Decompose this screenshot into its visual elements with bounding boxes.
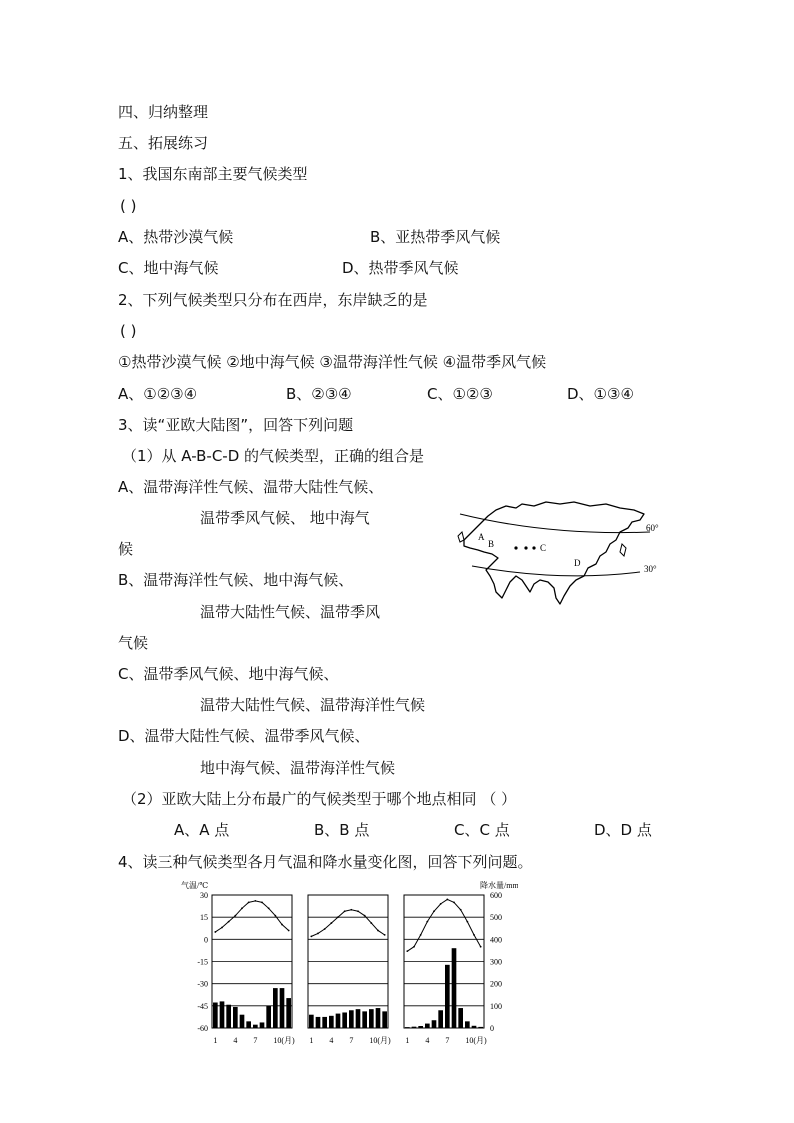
precip-bar [316, 1017, 321, 1028]
precip-bar [226, 1005, 231, 1028]
q3-sub1: （1）从 A-B-C-D 的气候类型，正确的组合是 [122, 447, 425, 465]
q1-option-b: B、亚热带季风气候 [370, 228, 501, 246]
precip-bar [260, 1022, 265, 1028]
q4-stem: 4、读三种气候类型各月气温和降水量变化图，回答下列问题。 [118, 853, 533, 871]
precip-bar [246, 1021, 251, 1028]
q2-list: ①热带沙漠气候 ②地中海气候 ③温带海洋性气候 ④温带季风气候 [118, 353, 547, 371]
right-axis-label: 降水量/mm [480, 881, 518, 890]
precip-bar [382, 1011, 387, 1028]
climate-chart-svg [178, 878, 518, 1050]
eurasia-map-svg [450, 496, 665, 614]
precip-bar [356, 1009, 361, 1028]
left-tick-label: -30 [197, 979, 208, 989]
month-tick-label: 7 [445, 1036, 450, 1045]
temperature-point [317, 933, 319, 935]
precip-bar [253, 1025, 258, 1028]
temperature-point [473, 934, 475, 936]
precip-bar [362, 1011, 367, 1028]
temperature-point [460, 909, 462, 911]
right-tick-label: 0 [490, 1024, 494, 1033]
eurasia-map [450, 496, 665, 614]
q2-option-a: A、①②③④ [118, 385, 198, 403]
precip-bar [286, 998, 291, 1028]
q2-option-c: C、①②③ [427, 385, 493, 403]
map-dot-c [532, 546, 535, 549]
temperature-point [310, 935, 312, 937]
japan-island [620, 544, 626, 556]
month-tick-label: 10(月) [273, 1036, 295, 1045]
precip-bar [478, 1027, 483, 1028]
temperature-point [480, 946, 482, 948]
precip-bar [273, 988, 278, 1028]
month-tick-label: 10(月) [465, 1036, 487, 1045]
temperature-point [440, 903, 442, 905]
q1-option-c: C、地中海气候 [118, 259, 219, 277]
lat-30-label: 30° [644, 564, 657, 574]
temperature-point [234, 915, 236, 917]
month-tick-label: 4 [329, 1036, 334, 1045]
month-tick-label: 10(月) [369, 1036, 391, 1045]
month-tick-label: 7 [253, 1036, 258, 1045]
precip-bar [369, 1009, 374, 1028]
precip-bar [233, 1007, 238, 1028]
eurasia-outline [464, 502, 644, 604]
precip-bar [266, 1006, 271, 1028]
temperature-point [221, 927, 223, 929]
q2-answer-blank: ( ) [120, 322, 137, 340]
temperature-point [324, 928, 326, 930]
q2-option-d: D、①③④ [567, 385, 634, 403]
temperature-point [377, 930, 379, 932]
month-tick-label: 1 [213, 1036, 218, 1045]
temperature-point [413, 946, 415, 948]
q3-option-c-line2: 温带大陆性气候、温带海洋性气候 [200, 696, 426, 714]
precip-bar [452, 948, 457, 1028]
british-isles [458, 532, 464, 542]
q3-option-c-line1: C、温带季风气候、地中海气候、 [118, 665, 339, 683]
q2-option-b: B、②③④ [286, 385, 352, 403]
q2-stem: 2、下列气候类型只分布在西岸，东岸缺乏的是 [118, 291, 428, 309]
precip-bar [418, 1026, 423, 1028]
right-tick-label: 300 [490, 957, 502, 967]
q1-option-a: A、热带沙漠气候 [118, 228, 234, 246]
precip-bar [412, 1027, 417, 1028]
temperature-point [406, 950, 408, 952]
section-5-heading: 五、拓展练习 [118, 134, 209, 152]
precip-bar [220, 1001, 225, 1028]
left-tick-label: 0 [204, 935, 208, 945]
temperature-point [241, 907, 243, 909]
temperature-point [420, 934, 422, 936]
precip-bar [309, 1015, 314, 1028]
left-tick-label: -45 [197, 1001, 208, 1011]
q3-answer-d: D、D 点 [594, 821, 652, 839]
right-tick-label: 200 [490, 979, 502, 989]
latitude-60-line [460, 514, 650, 533]
q1-answer-blank: ( ) [120, 197, 137, 215]
q3-option-d-line2: 地中海气候、温带海洋性气候 [200, 759, 396, 777]
temperature-point [446, 899, 448, 901]
climate-chart [178, 878, 518, 1050]
right-tick-label: 400 [490, 935, 502, 945]
precip-bar [213, 1003, 218, 1028]
map-label-c: C [540, 543, 547, 553]
temperature-point [268, 907, 270, 909]
temperature-point [330, 922, 332, 924]
precip-bar [240, 1015, 245, 1028]
left-tick-label: 30 [200, 891, 208, 900]
q1-option-d: D、热带季风气候 [342, 259, 459, 277]
right-tick-label: 600 [490, 891, 502, 900]
temperature-point [426, 921, 428, 923]
q1-stem: 1、我国东南部主要气候类型 [118, 165, 308, 183]
temperature-point [261, 901, 263, 903]
left-tick-label: 15 [200, 913, 208, 923]
temperature-point [254, 900, 256, 902]
temperature-point [344, 910, 346, 912]
lat-60-label: 60° [646, 523, 659, 533]
precip-bar [425, 1024, 430, 1028]
temperature-point [370, 922, 372, 924]
temperature-point [453, 901, 455, 903]
month-tick-label: 1 [405, 1036, 410, 1045]
map-label-b: B [488, 539, 495, 549]
precip-bar [405, 1027, 410, 1028]
temperature-point [228, 921, 230, 923]
q3-answer-c: C、C 点 [454, 821, 510, 839]
q3-option-a-line1: A、温带海洋性气候、温带大陆性气候、 [118, 478, 384, 496]
q3-option-b-line3: 气候 [118, 634, 149, 652]
precip-bar [438, 1010, 443, 1028]
temperature-point [214, 931, 216, 933]
precip-bar [465, 1021, 470, 1028]
map-dot-2 [524, 546, 527, 549]
temperature-point [350, 909, 352, 911]
temperature-point [248, 901, 250, 903]
precip-bar [336, 1014, 341, 1028]
q3-option-d-line1: D、温带大陆性气候、温带季风气候、 [118, 727, 370, 745]
left-tick-label: -60 [197, 1024, 208, 1033]
precip-bar [458, 1008, 463, 1028]
temperature-point [364, 915, 366, 917]
latitude-30-line [472, 566, 640, 576]
precip-bar [329, 1016, 334, 1028]
temperature-point [281, 924, 283, 926]
left-tick-label: -15 [197, 957, 208, 967]
temperature-point [466, 921, 468, 923]
precip-bar [322, 1017, 327, 1028]
map-dot-1 [514, 546, 517, 549]
month-tick-label: 4 [425, 1036, 430, 1045]
month-tick-label: 4 [233, 1036, 238, 1045]
precip-bar [376, 1008, 381, 1028]
temperature-point [433, 910, 435, 912]
temperature-point [337, 916, 339, 918]
temperature-point [357, 910, 359, 912]
map-label-a: A [478, 532, 485, 542]
precip-bar [349, 1010, 354, 1028]
precip-bar [472, 1026, 477, 1028]
q3-option-b-line1: B、温带海洋性气候、地中海气候、 [118, 571, 354, 589]
q3-option-b-line2: 温带大陆性气候、温带季风 [200, 603, 381, 621]
precip-bar [342, 1012, 347, 1028]
month-tick-label: 1 [309, 1036, 314, 1045]
q3-stem: 3、读“亚欧大陆图”，回答下列问题 [118, 416, 354, 434]
q3-option-a-line3: 候 [118, 540, 134, 558]
temperature-point [288, 930, 290, 932]
temperature-point [384, 934, 386, 936]
temperature-point [274, 915, 276, 917]
precip-bar [445, 965, 450, 1028]
right-tick-label: 100 [490, 1001, 502, 1011]
map-label-d: D [574, 558, 581, 568]
month-tick-label: 7 [349, 1036, 354, 1045]
q3-answer-b: B、B 点 [314, 821, 370, 839]
q3-sub2: （2）亚欧大陆上分布最广的气候类型于哪个地点相同 （ ） [122, 790, 517, 808]
temperature-line [407, 899, 480, 951]
right-tick-label: 500 [490, 913, 502, 923]
precip-bar [280, 988, 285, 1028]
left-axis-label: 气温/℃ [181, 881, 209, 890]
section-4-heading: 四、归纳整理 [118, 103, 209, 121]
temperature-line [311, 910, 384, 937]
q3-answer-a: A、A 点 [174, 821, 230, 839]
q3-option-a-line2: 温带季风气候、 地中海气 [200, 509, 370, 527]
temperature-line [215, 901, 288, 932]
precip-bar [432, 1020, 437, 1028]
